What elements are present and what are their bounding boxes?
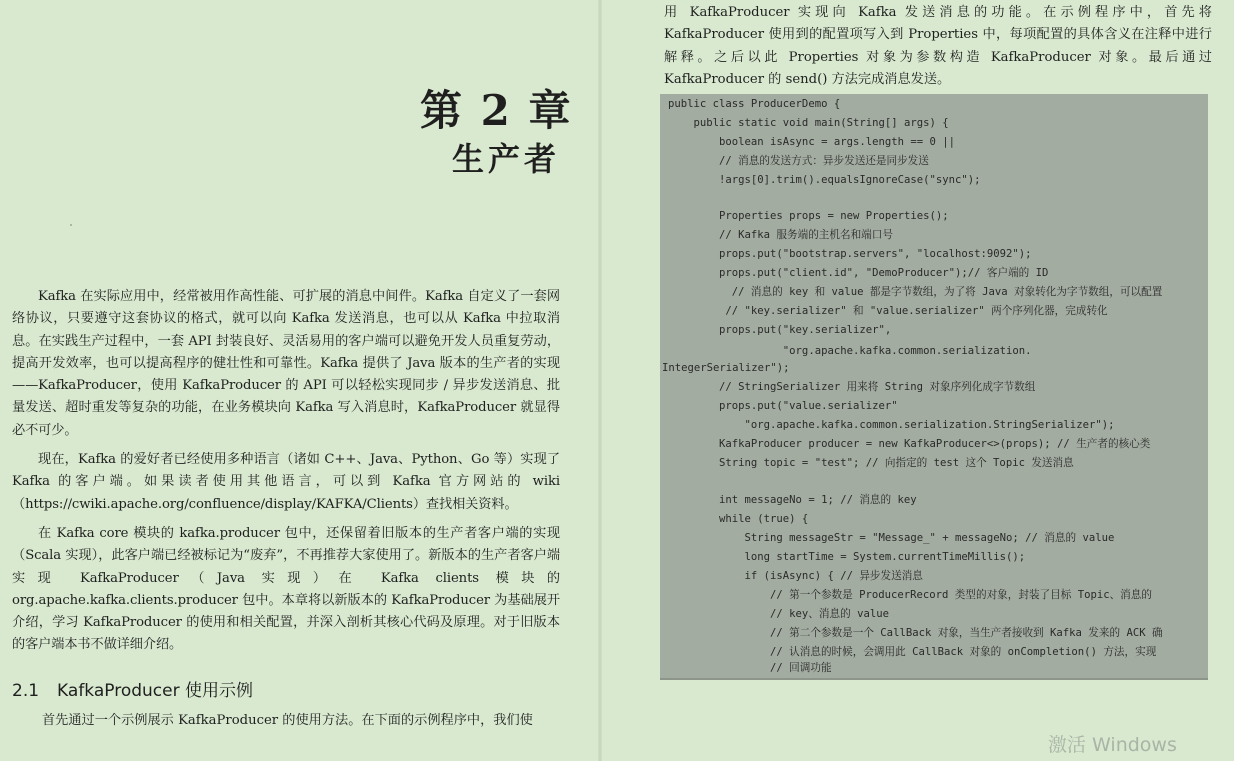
chapter-title: 生产者 (452, 140, 561, 178)
code-line: Properties props = new Properties(); (668, 210, 949, 222)
code-line: "org.apache.kafka.common.serialization. (668, 345, 1032, 357)
section-number: 2.1 (12, 681, 40, 701)
code-line: !args[0].trim().equalsIgnoreCase("sync"); (668, 174, 981, 186)
code-line: props.put("value.serializer" (668, 400, 898, 412)
code-line: KafkaProducer producer = new KafkaProducer<>(props); // 生产者的核心类 (668, 438, 1151, 450)
code-line: // StringSerializer 用来将 String 对象序列化成字节数组 (668, 381, 1036, 393)
left-page (0, 0, 600, 761)
code-line: boolean isAsync = args.length == 0 || (668, 136, 956, 148)
code-line: int messageNo = 1; // 消息的 key (668, 494, 917, 506)
code-line: IntegerSerializer"); (662, 362, 790, 374)
code-line: long startTime = System.currentTimeMillis(); (668, 551, 1026, 563)
chapter-number: 第 2 章 (420, 86, 573, 135)
code-line: // 消息的 key 和 value 都是字节数组，为了将 Java 对象转化为字节数组，可以配置 (668, 286, 1163, 298)
code-line: // 第一个参数是 ProducerRecord 类型的对象，封装了目标 Topic、消息的 (668, 589, 1152, 601)
code-line: // 消息的发送方式：异步发送还是同步发送 (668, 155, 929, 167)
code-line: "org.apache.kafka.common.serialization.StringSerializer"); (668, 419, 1115, 431)
chapter-body (12, 286, 560, 664)
code-line: // Kafka 服务端的主机名和端口号 (668, 229, 893, 241)
code-line: String messageStr = "Message_" + messageNo; // 消息的 value (668, 532, 1115, 544)
code-line: props.put("key.serializer", (668, 324, 892, 336)
code-line: // "key.serializer" 和 "value.serializer" 两个序列化器，完成转化 (668, 305, 1108, 317)
paper-speck (70, 224, 72, 226)
code-line: // 回调功能 (668, 662, 832, 674)
code-line: String topic = "test"; // 向指定的 test 这个 Topic 发送消息 (668, 457, 1074, 469)
section-intro: 首先通过一个示例展示 KafkaProducer 的使用方法。在下面的示例程序中，我们使 (42, 713, 533, 728)
code-line: // 第二个参数是一个 CallBack 对象，当生产者接收到 Kafka 发来的 ACK 确 (668, 627, 1163, 639)
paragraph: 在 Kafka core 模块的 kafka.producer 包中，还保留着旧版本的生产者客户端的实现（Scala 实现），此客户端已经被标记为“废弃”，不再推荐大家使用了。新版本的生产者客户端实现 KafkaProducer（Java 实现）在 Kafka clients 模块的 org.apache.kafka.clients.producer 包中。本章将以新版本的 KafkaProducer 为基础展开介绍，学习 KafkaProducer 的使用和相关配置，并深入剖析其核心代码及原理。对于旧版本的客户端本书不做详细介绍。 (12, 525, 560, 653)
code-listing (660, 94, 1208, 680)
code-line: while (true) { (668, 513, 809, 525)
right-page (600, 0, 1234, 761)
section-title: KafkaProducer 使用示例 (57, 681, 253, 701)
right-intro: 用 KafkaProducer 实现向 Kafka 发送消息的功能。在示例程序中，首先将 KafkaProducer 使用到的配置项写入到 Properties 中，每项配置的具体含义在注释中进行解释。之后以此 Properties 对象为参数构造 KafkaProducer 对象。最后通过 KafkaProducer 的 send() 方法完成消息发送。 (664, 5, 1212, 87)
code-line: public static void main(String[] args) { (668, 117, 949, 129)
paragraph: 现在，Kafka 的爱好者已经使用多种语言（诸如 C++、Java、Python、Go 等）实现了 Kafka 的客户端。如果读者使用其他语言，可以到 Kafka 官方网站的 wiki（https://cwiki.apache.org/confluence/display/KAFKA/Clients）查找相关资料。 (12, 452, 560, 512)
paragraph: Kafka 在实际应用中，经常被用作高性能、可扩展的消息中间件。Kafka 自定义了一套网络协议，只要遵守这套协议的格式，就可以向 Kafka 发送消息，也可以从 Kafka 中拉取消息。在实践生产过程中，一套 API 封装良好、灵活易用的客户端可以避免开发人员重复劳动，提高开发效率，也可以提高程序的健壮性和可靠性。Kafka 提供了 Java 版本的生产者的实现——KafkaProducer，使用 KafkaProducer 的 API 可以轻松实现同步 / 异步发送消息、批量发送、超时重发等复杂的功能，在业务模块向 Kafka 写入消息时，KafkaProducer 就显得必不可少。 (12, 289, 560, 438)
code-line: public class ProducerDemo { (668, 98, 841, 110)
code-line: props.put("client.id", "DemoProducer");// 客户端的 ID (668, 267, 1049, 279)
code-line: // 认消息的时候，会调用此 CallBack 对象的 onCompletion() 方法，实现 (668, 646, 1157, 658)
section-heading (12, 676, 253, 701)
code-line: if (isAsync) { // 异步发送消息 (668, 570, 923, 582)
code-line: // key、消息的 value (668, 608, 889, 620)
windows-activation-watermark: 激活 Windows (1048, 734, 1177, 756)
code-line: props.put("bootstrap.servers", "localhost:9092"); (668, 248, 1032, 260)
